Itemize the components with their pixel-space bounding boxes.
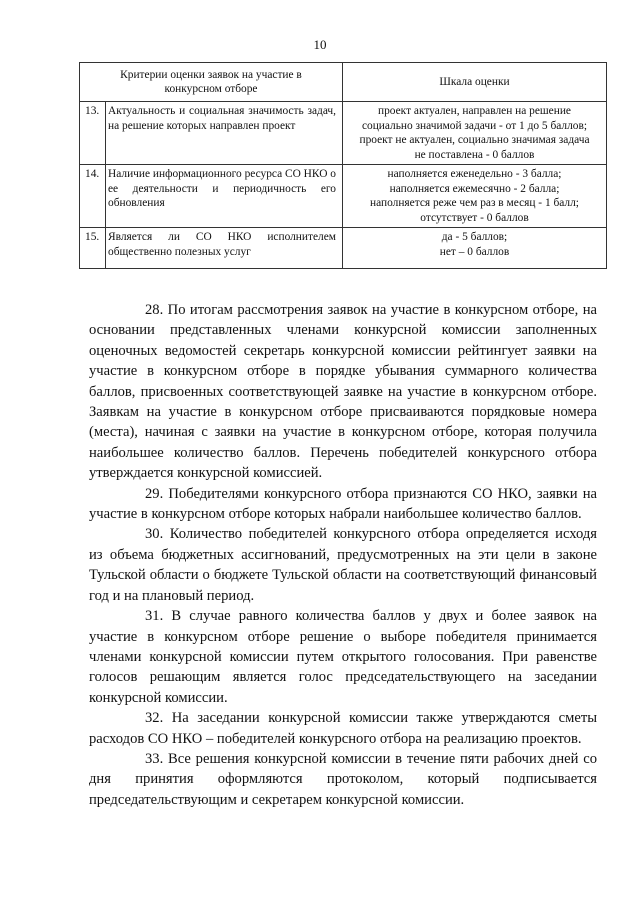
header-criteria: Критерии оценки заявок на участие в конкурсном отборе (80, 63, 343, 102)
paragraph-30: 30. Количество победителей конкурсного отбора определяется исходя из объема бюджетных ассигнований, предусмотренных на эти цели в законе Тульской области о бюджете Тульской области на соответствующий финансовый год и на плановый период. (89, 526, 597, 604)
scale-line: наполняется еженедельно - 3 балла; (387, 168, 562, 180)
paragraph-33: 33. Все решения конкурсной комиссии в течение пяти рабочих дней со дня принятия оформляются протоколом, который подписывается председательствующим и секретарем конкурсной комиссии. (89, 750, 597, 808)
scale-line: не поставлена - 0 баллов (414, 148, 535, 161)
row-criterion: Является ли СО НКО исполнителем общественно полезных услуг (106, 228, 343, 269)
criteria-table (79, 62, 607, 269)
scale-line: да - 5 баллов; (441, 231, 508, 243)
scale-line: наполняется ежемесячно - 2 балла; (389, 182, 560, 195)
table-row (80, 165, 607, 228)
row-number: 13. (80, 102, 106, 165)
header-scale: Шкала оценки (343, 63, 607, 102)
table-header-row (80, 63, 607, 102)
scale-line: нет – 0 баллов (439, 245, 510, 258)
scale-line: социально значимой задачи - от 1 до 5 баллов; (361, 119, 588, 132)
row-number: 14. (80, 165, 106, 228)
document-body (89, 300, 597, 810)
page-number: 10 (313, 37, 327, 52)
table-row (80, 102, 607, 165)
row-criterion: Наличие информационного ресурса СО НКО о ее деятельности и периодичность его обновления (106, 165, 343, 228)
table-row (80, 228, 607, 269)
row-number: 15. (80, 228, 106, 269)
row-scale (343, 228, 607, 269)
paragraph-28: 28. По итогам рассмотрения заявок на участие в конкурсном отборе, на основании представленных членами конкурсной комиссии заполненных оценочных ведомостей секретарь конкурсной комиссии рейтингует заявки на участие в конкурсном отборе в порядке убывания суммарного количества баллов, присвоенных соответствующей заявке на участие в конкурсном отборе. Заявкам на участие в конкурсном отборе присваиваются порядковые номера (места), начиная с заявки на участие в конкурсном отборе, которая получила наибольшее количество баллов. Перечень победителей конкурсного отбора утверждается конкурсной комиссией. (89, 302, 597, 482)
scale-line: проект актуален, направлен на решение (378, 105, 571, 117)
row-scale (343, 102, 607, 165)
row-criterion: Актуальность и социальная значимость задач, на решение которых направлен проект (106, 102, 343, 165)
paragraph-31: 31. В случае равного количества баллов у двух и более заявок на участие в конкурсном отборе решение о выборе победителя принимается членами конкурсной комиссии путем открытого голосования. При равенстве голосов решающим является голос председательствующего на заседании конкурсной комиссии. (89, 608, 597, 706)
scale-line: отсутствует - 0 баллов (420, 211, 529, 224)
row-scale (343, 165, 607, 228)
scale-line: наполняется реже чем раз в месяц - 1 балл; (370, 197, 579, 209)
scale-line: проект не актуален, социально значимая задача (359, 134, 590, 146)
paragraph-32: 32. На заседании конкурсной комиссии также утверждаются сметы расходов СО НКО – победителей конкурсного отбора на реализацию проектов. (89, 710, 597, 747)
paragraph-29: 29. Победителями конкурсного отбора признаются СО НКО, заявки на участие в конкурсном отборе которых набрали наибольшее количество баллов. (89, 485, 597, 523)
